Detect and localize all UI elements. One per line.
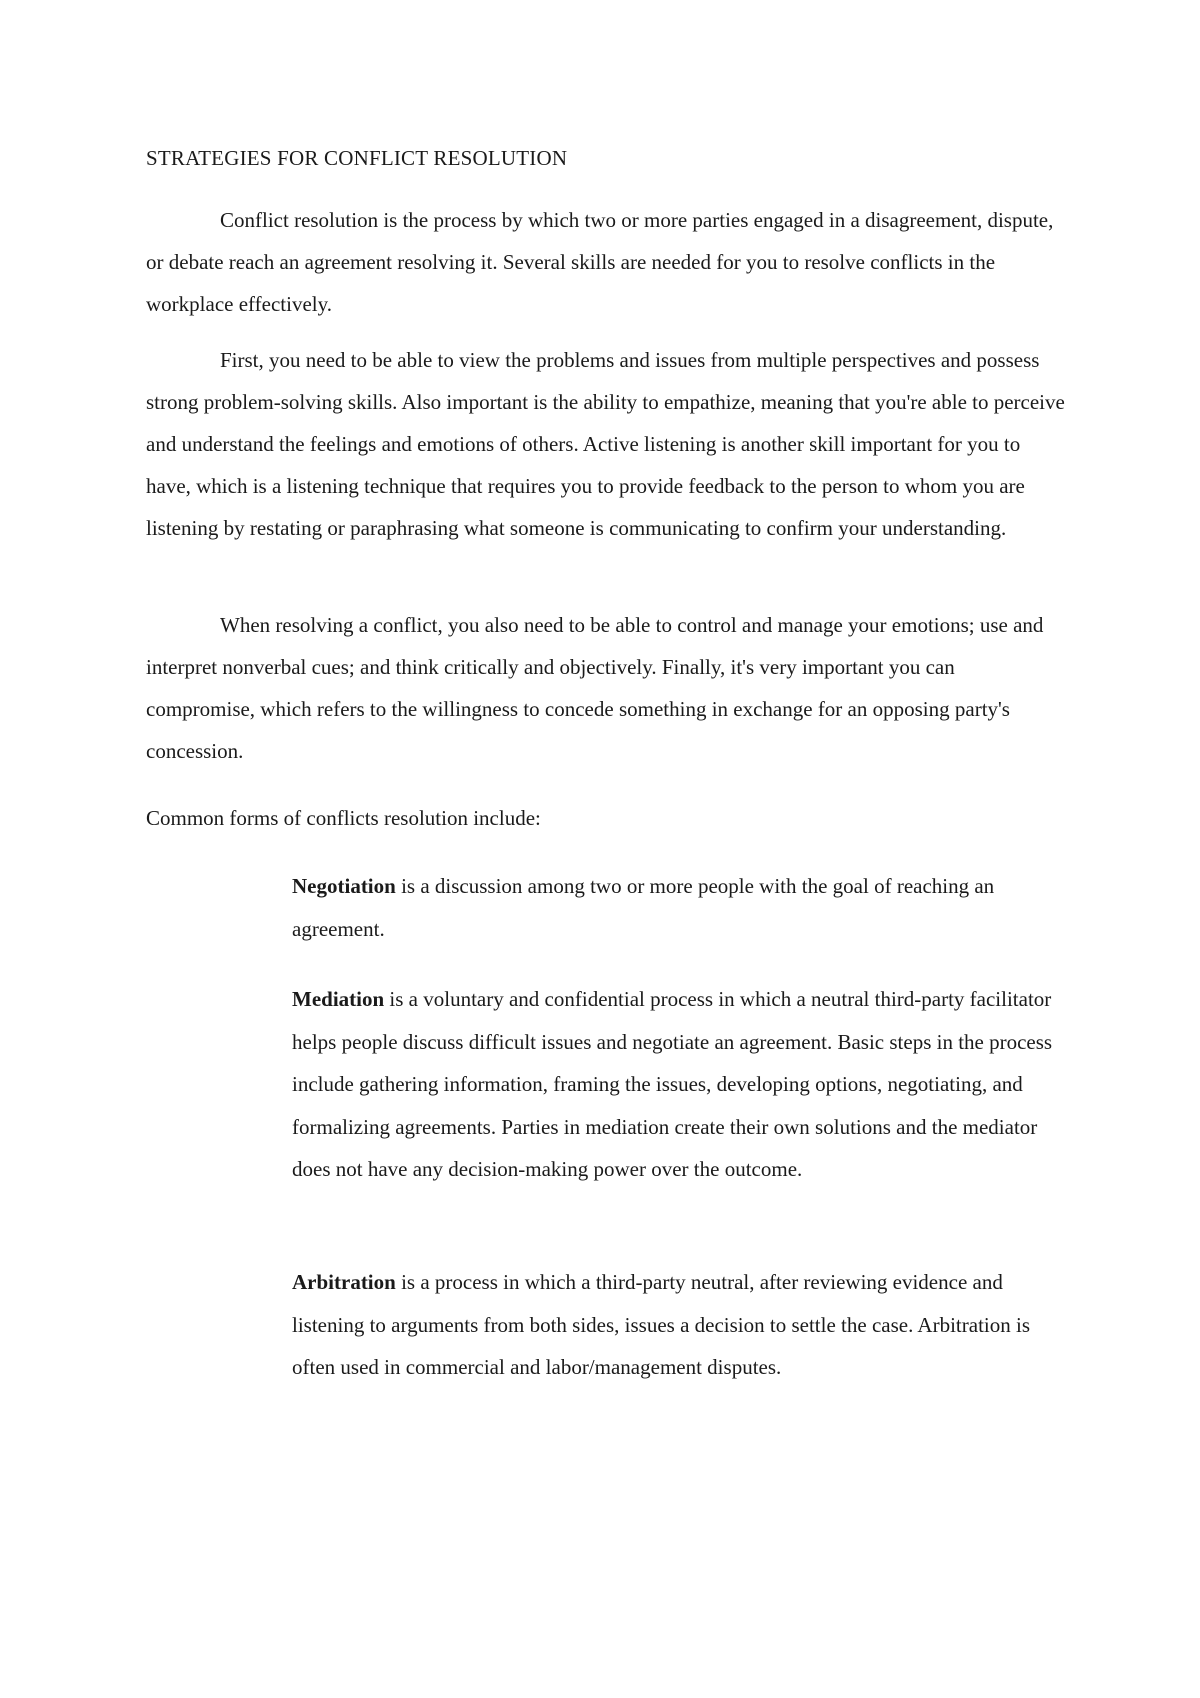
form-item-mediation	[292, 978, 1072, 1191]
form-item-negotiation	[292, 865, 1072, 950]
form-term: Negotiation	[292, 874, 396, 898]
form-description: is a process in which a third-party neutral, after reviewing evidence and listening to arguments from both sides, issues a decision to settle the case. Arbitration is often used in commercial and labor/management disputes.	[292, 1270, 1030, 1379]
list-intro: Common forms of conflicts resolution include:	[146, 806, 541, 830]
paragraph-emotions: When resolving a conflict, you also need to be able to control and manage your emotions; use and interpret nonverbal cues; and think critically and objectively. Finally, it's very important you can compromise, which refers to the willingness to concede something in exchange for an opposing party's concession.	[146, 613, 1044, 763]
form-description: is a voluntary and confidential process in which a neutral third-party facilitator helps people discuss difficult issues and negotiate an agreement. Basic steps in the process include gathering information, framing the issues, developing options, negotiating, and formalizing agreements. Parties in mediation create their own solutions and the mediator does not have any decision-making power over the outcome.	[292, 987, 1053, 1181]
form-description: is a discussion among two or more people with the goal of reaching an agreement.	[292, 874, 995, 941]
form-term: Mediation	[292, 987, 385, 1011]
form-item-arbitration	[292, 1261, 1072, 1389]
paragraph-skills: First, you need to be able to view the problems and issues from multiple perspectives and possess strong problem-solving skills. Also important is the ability to empathize, meaning that you're able to perceive and understand the feelings and emotions of others. Active listening is another skill important for you to have, which is a listening technique that requires you to provide feedback to the person to whom you are listening by restating or paraphrasing what someone is communicating to confirm your understanding.	[146, 348, 1065, 540]
document-title: STRATEGIES FOR CONFLICT RESOLUTION	[146, 146, 568, 170]
paragraph-definition: Conflict resolution is the process by which two or more parties engaged in a disagreement, dispute, or debate reach an agreement resolving it. Several skills are needed for you to resolve conflicts in the workplace effectively.	[146, 208, 1054, 316]
form-term: Arbitration	[292, 1270, 396, 1294]
